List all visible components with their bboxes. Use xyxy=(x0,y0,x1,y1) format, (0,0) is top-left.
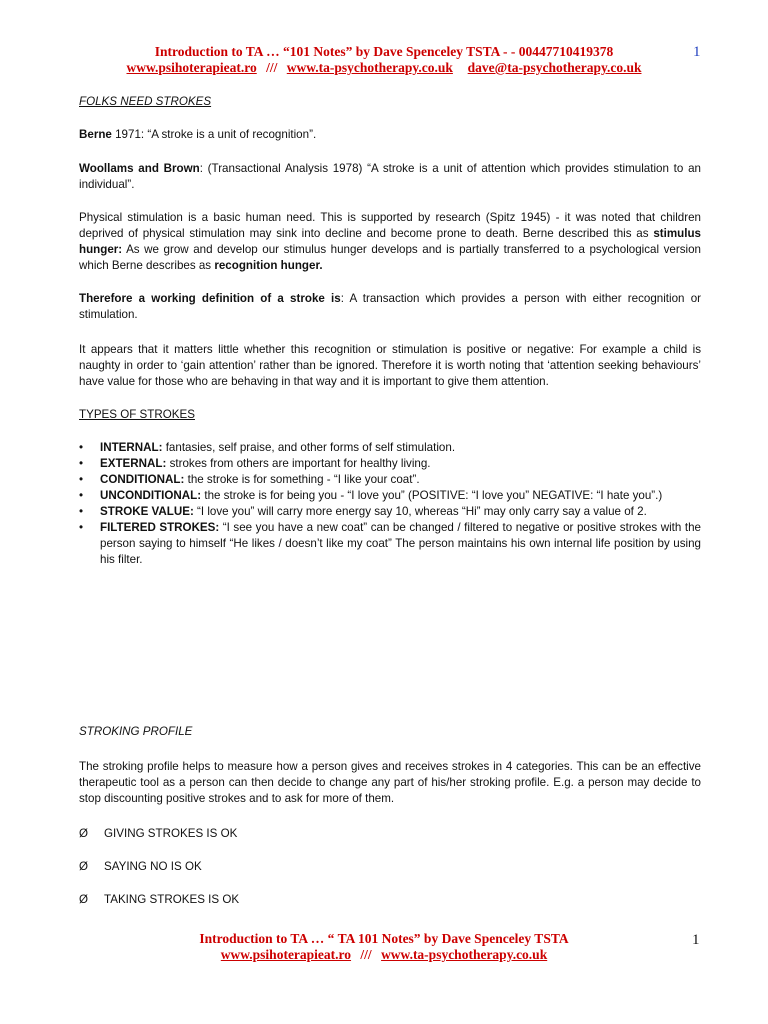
header-link-psihoterapieat[interactable]: www.psihoterapieat.ro xyxy=(126,60,257,75)
stimulus-hunger-term: stimulus hunger: xyxy=(79,227,701,256)
header-page-number: 1 xyxy=(693,44,701,60)
profile-item xyxy=(79,892,239,908)
header-link-ta-psychotherapy[interactable]: www.ta-psychotherapy.co.uk xyxy=(286,60,453,75)
type-text: fantasies, self praise, and other forms of self stimulation. xyxy=(162,441,456,454)
footer-link-ta-psychotherapy[interactable]: www.ta-psychotherapy.co.uk xyxy=(381,947,548,962)
list-item: • CONDITIONAL: the stroke is for something - “I like your coat”. xyxy=(79,473,420,486)
type-text: “I love you” will carry more energy say 10, whereas “Hi” may only carry say a value of 2. xyxy=(193,505,647,518)
definition-text: : A transaction which provides a person with either recognition or stimulation. xyxy=(79,292,701,321)
physical-stimulation-paragraph xyxy=(79,210,701,274)
type-text: the stroke is for something - “I like your coat”. xyxy=(184,473,420,486)
stroking-profile-paragraph: The stroking profile helps to measure how a person gives and receives strokes in 4 categories. This can be an effective therapeutic tool as a person can then decide to change any part of his/her stroking profile. E.g. a person may decide to stop discounting positive strokes and to ask for more of them. xyxy=(79,760,701,805)
type-label: UNCONDITIONAL: xyxy=(100,489,202,502)
list-item: • INTERNAL: fantasies, self praise, and other forms of self stimulation. xyxy=(79,441,456,454)
header-email-link[interactable]: dave@ta-psychotherapy.co.uk xyxy=(467,60,642,75)
physical-text-2: As we grow and develop our stimulus hunger develops and is partially transferred to a psychological version which Berne describes as xyxy=(79,243,701,272)
profile-item xyxy=(79,826,237,842)
berne-text: 1971: “A stroke is a unit of recognition”. xyxy=(111,128,317,141)
header-separator: /// xyxy=(266,60,278,75)
folks-need-strokes-heading: FOLKS NEED STROKES xyxy=(79,95,212,108)
profile-item-label: TAKING STROKES IS OK xyxy=(104,893,240,906)
list-item: • UNCONDITIONAL: the stroke is for being you - “I love you” (POSITIVE: “I love you” NEGATIVE: “I hate you”.) xyxy=(79,489,663,502)
woollams-paragraph xyxy=(79,161,701,193)
footer-page-number: 1 xyxy=(692,932,700,948)
berne-paragraph xyxy=(79,127,701,143)
types-of-strokes-heading: TYPES OF STROKES xyxy=(79,408,195,421)
woollams-label: Woollams and Brown xyxy=(79,162,200,175)
arrow-bullet-icon: Ø xyxy=(79,827,89,840)
page-footer xyxy=(0,931,768,963)
stroking-profile-heading: STROKING PROFILE xyxy=(79,725,193,738)
header-title: Introduction to TA … “101 Notes” by Dave Spenceley TSTA - - 00447710419378 xyxy=(154,44,614,59)
type-label: FILTERED STROKES: xyxy=(100,521,220,534)
footer-separator: /// xyxy=(360,947,372,962)
recognition-hunger-term: recognition hunger. xyxy=(214,259,323,272)
list-item: • FILTERED STROKES: “I see you have a new coat” can be changed / filtered to negative or positive strokes with the person saying to himself “He likes / doesn’t like my coat” The person maintains his own internal life position by using his filter. xyxy=(79,521,701,566)
berne-label: Berne xyxy=(79,128,112,141)
type-label: STROKE VALUE: xyxy=(100,505,194,518)
woollams-text: : (Transactional Analysis 1978) “A stroke is a unit of attention which provides stimulation to an individual”. xyxy=(79,162,701,191)
arrow-bullet-icon: Ø xyxy=(79,860,89,873)
type-label: CONDITIONAL: xyxy=(100,473,185,486)
physical-text: Physical stimulation is a basic human need. This is supported by research (Spitz 1945) - it was noted that children deprived of physical stimulation may sink into decline and become prone to death. Berne described this as xyxy=(79,211,701,240)
footer-link-psihoterapieat[interactable]: www.psihoterapieat.ro xyxy=(220,947,352,962)
page-header xyxy=(0,44,768,76)
definition-label: Therefore a working definition of a stroke is xyxy=(79,292,341,305)
list-item: • STROKE VALUE: “I love you” will carry more energy say 10, whereas “Hi” may only carry say a value of 2. xyxy=(79,505,647,518)
list-item: • EXTERNAL: strokes from others are important for healthy living. xyxy=(79,457,431,470)
arrow-bullet-icon: Ø xyxy=(79,893,89,906)
profile-item xyxy=(79,859,202,875)
attention-paragraph: It appears that it matters little whether this recognition or stimulation is positive or negative: For example a child is naughty in order to ‘gain attention’ rather than be ignored. Therefore it is worth noting that ‘attention seeking behaviours’ have value for those who are behaving in that way and it is important to give them attention. xyxy=(79,343,701,388)
definition-paragraph xyxy=(79,291,701,323)
header-links xyxy=(0,60,768,76)
stroke-types-list xyxy=(79,440,701,568)
type-text: “I see you have a new coat” can be changed / filtered to negative or positive strokes with the person saying to himself “He likes / doesn’t like my coat” The person maintains his own internal life position by using his filter. xyxy=(100,521,701,566)
type-label: EXTERNAL: xyxy=(100,457,167,470)
type-text: the stroke is for being you - “I love you” (POSITIVE: “I love you” NEGATIVE: “I hate you”.) xyxy=(201,489,663,502)
footer-title: Introduction to TA … “ TA 101 Notes” by Dave Spenceley TSTA xyxy=(199,931,569,946)
profile-item-label: SAYING NO IS OK xyxy=(104,860,202,873)
footer-links xyxy=(0,947,768,963)
type-text: strokes from others are important for healthy living. xyxy=(166,457,431,470)
type-label: INTERNAL: xyxy=(100,441,163,454)
profile-item-label: GIVING STROKES IS OK xyxy=(104,827,238,840)
